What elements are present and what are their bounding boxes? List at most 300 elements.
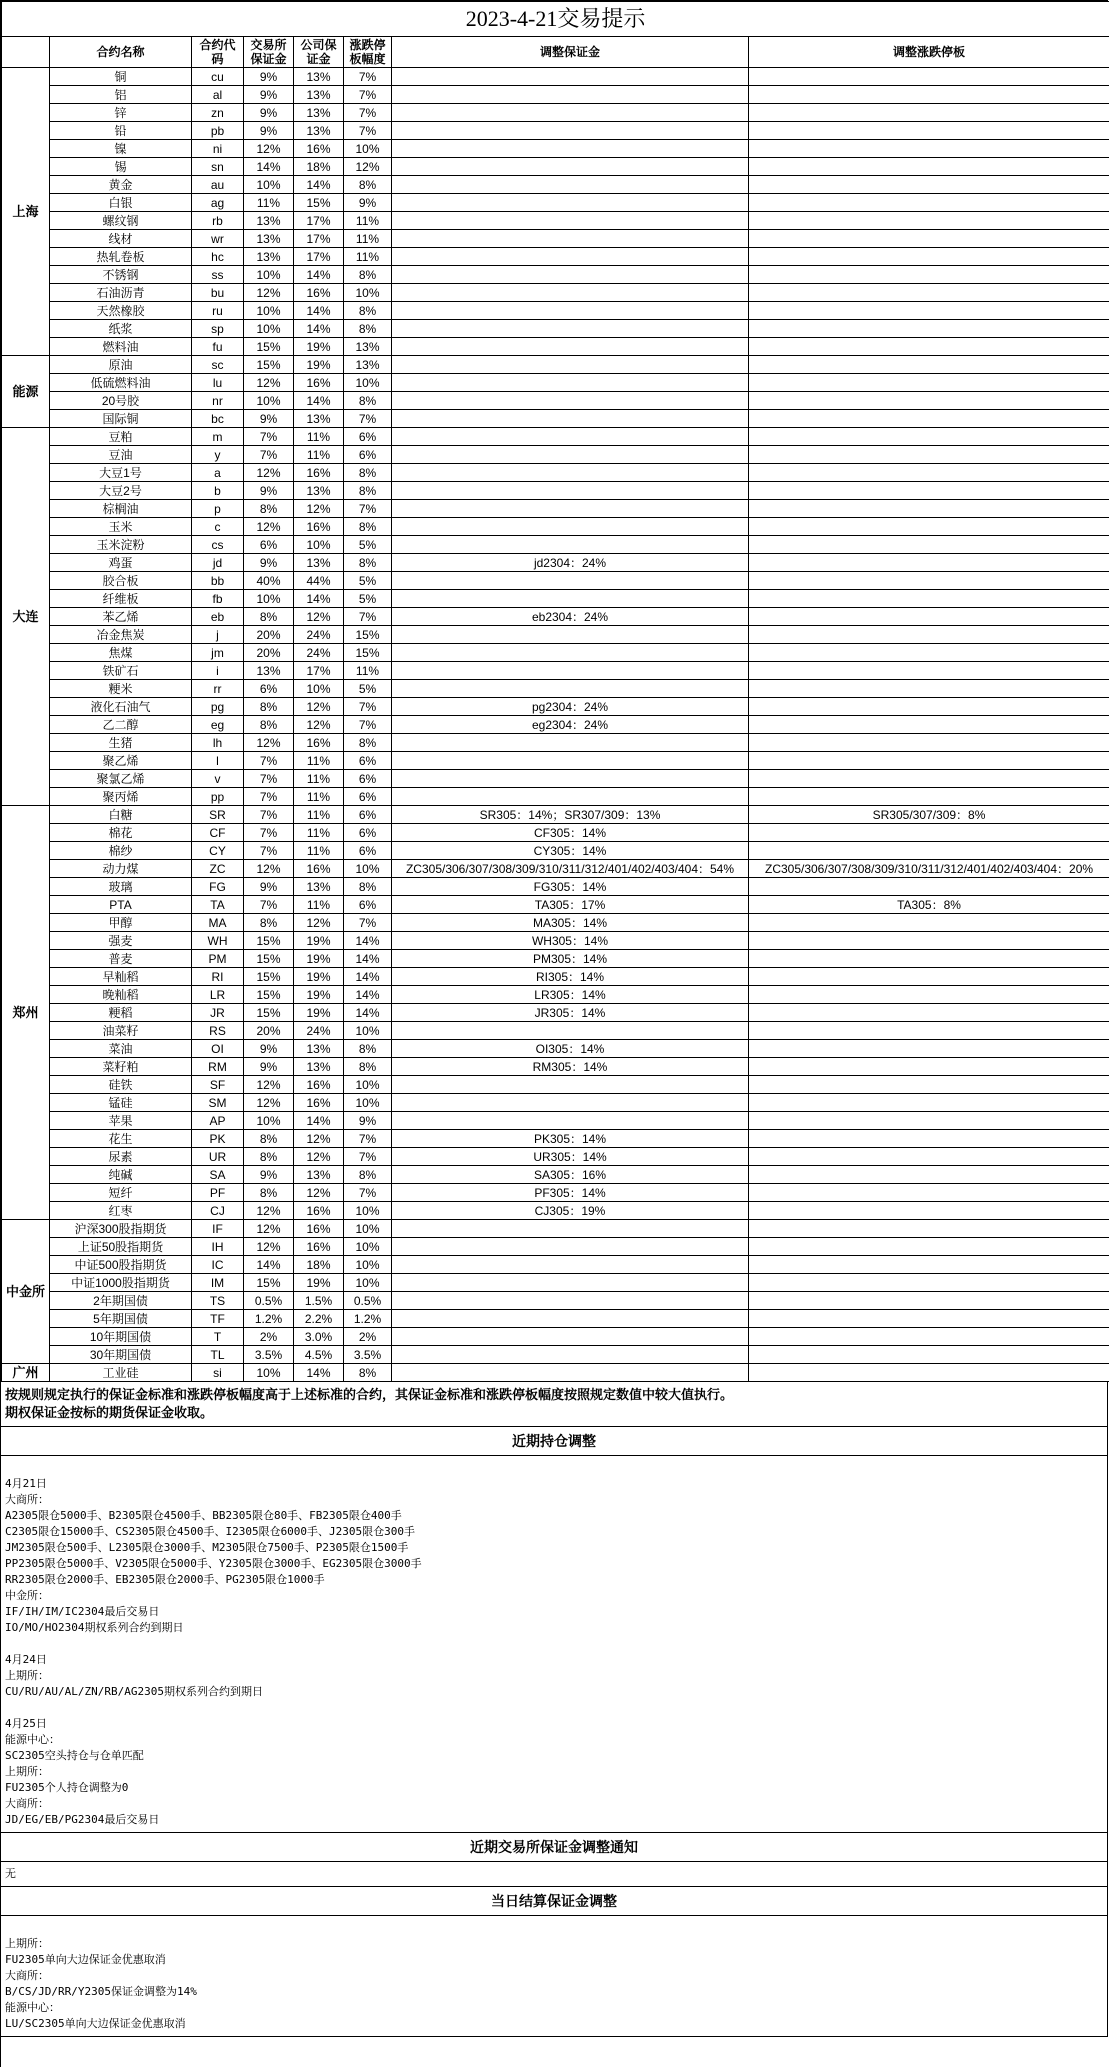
exchange-margin-cell: 12% (244, 518, 294, 536)
adjust-margin-cell (392, 1220, 749, 1238)
table-row (2, 752, 1109, 770)
table-row (2, 1310, 1109, 1328)
table-row (2, 554, 1109, 572)
table-row (2, 338, 1109, 356)
adjust-limit-cell (749, 752, 1109, 770)
table-row (2, 1148, 1109, 1166)
price-limit-cell: 8% (344, 734, 392, 752)
price-limit-cell: 15% (344, 644, 392, 662)
adjust-margin-cell: TA305：17% (392, 896, 749, 914)
contract-name-cell: 不锈钢 (50, 266, 192, 284)
contract-name-cell: 纯碱 (50, 1166, 192, 1184)
contract-name-cell: 粳稻 (50, 1004, 192, 1022)
table-row (2, 176, 1109, 194)
contract-name-cell: 原油 (50, 356, 192, 374)
company-margin-cell: 19% (294, 950, 344, 968)
table-row (2, 1364, 1109, 1382)
contract-code-cell: TS (192, 1292, 244, 1310)
adjust-margin-cell: pg2304：24% (392, 698, 749, 716)
adjust-limit-cell: TA305：8% (749, 896, 1109, 914)
contract-code-cell: wr (192, 230, 244, 248)
contract-name-cell: 玉米 (50, 518, 192, 536)
adjust-limit-cell (749, 248, 1109, 266)
contract-code-cell: pp (192, 788, 244, 806)
contract-name-cell: 尿素 (50, 1148, 192, 1166)
table-row (2, 986, 1109, 1004)
table-row (2, 302, 1109, 320)
exchange-margin-cell: 15% (244, 1274, 294, 1292)
adjust-limit-cell (749, 932, 1109, 950)
table-row (2, 680, 1109, 698)
contract-code-cell: UR (192, 1148, 244, 1166)
adjust-margin-cell: WH305：14% (392, 932, 749, 950)
contract-code-cell: TL (192, 1346, 244, 1364)
exchange-margin-cell: 13% (244, 212, 294, 230)
contract-name-cell: 菜籽粕 (50, 1058, 192, 1076)
contract-name-cell: 铝 (50, 86, 192, 104)
contract-code-cell: sc (192, 356, 244, 374)
adjust-limit-cell (749, 1238, 1109, 1256)
adjust-margin-cell (392, 518, 749, 536)
contract-name-cell: 上证50股指期货 (50, 1238, 192, 1256)
adjust-limit-cell (749, 1256, 1109, 1274)
text-line (5, 1920, 1103, 1936)
text-line: JD/EG/EB/PG2304最后交易日 (5, 1813, 160, 1826)
table-row (2, 932, 1109, 950)
exchange-margin-cell: 10% (244, 302, 294, 320)
contract-code-cell: SA (192, 1166, 244, 1184)
table-row (2, 878, 1109, 896)
contract-name-cell: 铁矿石 (50, 662, 192, 680)
contract-name-cell: 热轧卷板 (50, 248, 192, 266)
company-margin-cell: 16% (294, 1076, 344, 1094)
contract-name-cell: 大豆2号 (50, 482, 192, 500)
table-row (2, 266, 1109, 284)
company-margin-cell: 13% (294, 482, 344, 500)
adjust-limit-cell (749, 392, 1109, 410)
price-limit-cell: 10% (344, 1022, 392, 1040)
exchange-margin-cell: 10% (244, 266, 294, 284)
company-margin-cell: 12% (294, 698, 344, 716)
contract-code-cell: p (192, 500, 244, 518)
adjust-limit-cell (749, 662, 1109, 680)
company-margin-cell: 16% (294, 1238, 344, 1256)
table-row (2, 410, 1109, 428)
text-line (5, 1636, 1103, 1652)
adjust-margin-cell: RI305：14% (392, 968, 749, 986)
price-limit-cell: 6% (344, 752, 392, 770)
adjust-margin-cell (392, 1328, 749, 1346)
exchange-margin-cell: 12% (244, 1094, 294, 1112)
adjust-limit-cell (749, 950, 1109, 968)
contract-code-cell: jm (192, 644, 244, 662)
price-limit-cell: 7% (344, 68, 392, 86)
company-margin-cell: 16% (294, 1202, 344, 1220)
exchange-margin-cell: 8% (244, 1130, 294, 1148)
table-row (2, 950, 1109, 968)
table-row (2, 194, 1109, 212)
table-row (2, 248, 1109, 266)
company-margin-cell: 15% (294, 194, 344, 212)
price-limit-cell: 14% (344, 932, 392, 950)
adjust-margin-cell: ZC305/306/307/308/309/310/311/312/401/402/403/404：54% (392, 860, 749, 878)
table-row (2, 806, 1109, 824)
adjust-limit-cell (749, 1130, 1109, 1148)
adjust-margin-cell (392, 428, 749, 446)
company-margin-cell: 14% (294, 1364, 344, 1382)
price-limit-cell: 8% (344, 302, 392, 320)
adjust-margin-cell (392, 770, 749, 788)
exchange-margin-cell: 9% (244, 1166, 294, 1184)
text-line: 4月25日 (5, 1717, 47, 1730)
price-limit-cell: 12% (344, 158, 392, 176)
table-row (2, 734, 1109, 752)
adjust-margin-cell (392, 1112, 749, 1130)
text-line: JM2305限仓500手、L2305限仓3000手、M2305限仓7500手、P2305限仓1500手 (5, 1541, 409, 1554)
text-line: 上期所： (5, 1937, 49, 1950)
company-margin-cell: 14% (294, 590, 344, 608)
adjust-limit-cell (749, 86, 1109, 104)
contract-code-cell: fb (192, 590, 244, 608)
price-limit-cell: 1.2% (344, 1310, 392, 1328)
price-limit-cell: 15% (344, 626, 392, 644)
contract-name-cell: 白银 (50, 194, 192, 212)
company-margin-cell: 13% (294, 1166, 344, 1184)
contract-code-cell: IC (192, 1256, 244, 1274)
company-margin-cell: 24% (294, 626, 344, 644)
exchange-margin-cell: 10% (244, 176, 294, 194)
adjust-limit-cell (749, 518, 1109, 536)
price-limit-cell: 3.5% (344, 1346, 392, 1364)
contract-name-cell: 生猪 (50, 734, 192, 752)
contract-code-cell: cs (192, 536, 244, 554)
contract-code-cell: RS (192, 1022, 244, 1040)
company-margin-cell: 16% (294, 1220, 344, 1238)
exchange-margin-cell: 1.2% (244, 1310, 294, 1328)
price-limit-cell: 10% (344, 284, 392, 302)
company-margin-cell: 16% (294, 860, 344, 878)
text-line: 能源中心： (5, 2001, 60, 2014)
table-row (2, 356, 1109, 374)
table-row (2, 1238, 1109, 1256)
table-row (2, 518, 1109, 536)
text-line: A2305限仓5000手、B2305限仓4500手、BB2305限仓80手、FB2305限仓400手 (5, 1509, 402, 1522)
table-row (2, 1040, 1109, 1058)
price-limit-cell: 7% (344, 104, 392, 122)
adjust-limit-cell (749, 1166, 1109, 1184)
settlement-margin-body (1, 1916, 1108, 2037)
table-row (2, 1202, 1109, 1220)
contract-code-cell: sp (192, 320, 244, 338)
exchange-margin-cell: 9% (244, 1058, 294, 1076)
contract-code-cell: eg (192, 716, 244, 734)
company-margin-cell: 13% (294, 86, 344, 104)
contract-code-cell: rb (192, 212, 244, 230)
exchange-margin-cell: 7% (244, 428, 294, 446)
price-limit-cell: 6% (344, 770, 392, 788)
company-margin-cell: 13% (294, 878, 344, 896)
table-row (2, 446, 1109, 464)
adjust-margin-cell: JR305：14% (392, 1004, 749, 1022)
contract-code-cell: MA (192, 914, 244, 932)
company-margin-cell: 13% (294, 68, 344, 86)
contract-code-cell: pg (192, 698, 244, 716)
adjust-limit-cell (749, 68, 1109, 86)
adjust-margin-cell: PM305：14% (392, 950, 749, 968)
exchange-margin-cell: 10% (244, 590, 294, 608)
adjust-margin-cell: CF305：14% (392, 824, 749, 842)
price-limit-cell: 10% (344, 1220, 392, 1238)
price-limit-cell: 7% (344, 1184, 392, 1202)
exchange-margin-cell: 20% (244, 626, 294, 644)
price-limit-cell: 8% (344, 1058, 392, 1076)
adjust-limit-cell (749, 1040, 1109, 1058)
contract-name-cell: 黄金 (50, 176, 192, 194)
exchange-margin-cell: 7% (244, 824, 294, 842)
price-limit-cell: 6% (344, 842, 392, 860)
price-limit-cell: 10% (344, 1238, 392, 1256)
price-limit-cell: 10% (344, 1094, 392, 1112)
exchange-cell: 中金所 (2, 1220, 50, 1364)
exchange-margin-cell: 12% (244, 284, 294, 302)
contract-name-cell: 锰硅 (50, 1094, 192, 1112)
exchange-margin-cell: 7% (244, 446, 294, 464)
table-row (2, 428, 1109, 446)
adjust-margin-cell (392, 122, 749, 140)
contract-name-cell: 硅铁 (50, 1076, 192, 1094)
exchange-margin-cell: 7% (244, 842, 294, 860)
adjust-margin-cell (392, 1364, 749, 1382)
text-line: PP2305限仓5000手、V2305限仓5000手、Y2305限仓3000手、EG2305限仓3000手 (5, 1557, 422, 1570)
table-row (2, 968, 1109, 986)
adjust-limit-cell (749, 914, 1109, 932)
price-limit-cell: 10% (344, 140, 392, 158)
adjust-limit-cell (749, 1292, 1109, 1310)
contract-name-cell: 强麦 (50, 932, 192, 950)
contract-code-cell: IM (192, 1274, 244, 1292)
company-margin-cell: 17% (294, 248, 344, 266)
company-margin-cell: 13% (294, 554, 344, 572)
table-row (2, 770, 1109, 788)
adjust-limit-cell (749, 788, 1109, 806)
adjust-margin-cell: SA305：16% (392, 1166, 749, 1184)
exchange-margin-cell: 2% (244, 1328, 294, 1346)
contract-code-cell: ZC (192, 860, 244, 878)
price-limit-cell: 7% (344, 410, 392, 428)
header-exchange-margin: 交易所保证金 (244, 37, 294, 68)
contract-name-cell: 普麦 (50, 950, 192, 968)
price-limit-cell: 14% (344, 1004, 392, 1022)
text-line: 上期所： (5, 1765, 49, 1778)
company-margin-cell: 12% (294, 914, 344, 932)
adjust-limit-cell (749, 554, 1109, 572)
contract-code-cell: zn (192, 104, 244, 122)
contract-name-cell: 螺纹钢 (50, 212, 192, 230)
adjust-limit-cell (749, 338, 1109, 356)
company-margin-cell: 4.5% (294, 1346, 344, 1364)
company-margin-cell: 12% (294, 1184, 344, 1202)
adjust-limit-cell (749, 572, 1109, 590)
contract-code-cell: jd (192, 554, 244, 572)
contract-code-cell: pb (192, 122, 244, 140)
company-margin-cell: 13% (294, 1058, 344, 1076)
text-line: C2305限仓15000手、CS2305限仓4500手、I2305限仓6000手、J2305限仓300手 (5, 1525, 416, 1538)
header-company-margin: 公司保证金 (294, 37, 344, 68)
price-limit-cell: 14% (344, 986, 392, 1004)
table-row (2, 788, 1109, 806)
exchange-margin-cell: 7% (244, 752, 294, 770)
contract-name-cell: 胶合板 (50, 572, 192, 590)
company-margin-cell: 12% (294, 716, 344, 734)
adjust-margin-cell: CY305：14% (392, 842, 749, 860)
contract-code-cell: LR (192, 986, 244, 1004)
contract-code-cell: sn (192, 158, 244, 176)
company-margin-cell: 19% (294, 356, 344, 374)
contract-code-cell: SM (192, 1094, 244, 1112)
exchange-margin-cell: 9% (244, 482, 294, 500)
adjust-limit-cell (749, 1328, 1109, 1346)
header-contract-code: 合约代码 (192, 37, 244, 68)
adjust-margin-cell: CJ305：19% (392, 1202, 749, 1220)
adjust-margin-cell (392, 500, 749, 518)
price-limit-cell: 8% (344, 464, 392, 482)
exchange-margin-cell: 10% (244, 320, 294, 338)
price-limit-cell: 5% (344, 590, 392, 608)
adjust-limit-cell (749, 1112, 1109, 1130)
price-limit-cell: 10% (344, 1202, 392, 1220)
price-limit-cell: 8% (344, 1364, 392, 1382)
adjust-margin-cell (392, 536, 749, 554)
exchange-margin-cell: 14% (244, 158, 294, 176)
contract-code-cell: bb (192, 572, 244, 590)
contract-code-cell: PK (192, 1130, 244, 1148)
table-row (2, 608, 1109, 626)
table-row (2, 572, 1109, 590)
adjust-margin-cell (392, 662, 749, 680)
price-limit-cell: 8% (344, 482, 392, 500)
contract-code-cell: RI (192, 968, 244, 986)
price-limit-cell: 13% (344, 356, 392, 374)
contract-name-cell: 2年期国债 (50, 1292, 192, 1310)
contract-name-cell: 早籼稻 (50, 968, 192, 986)
exchange-margin-cell: 15% (244, 356, 294, 374)
adjust-limit-cell (749, 482, 1109, 500)
contract-code-cell: TF (192, 1310, 244, 1328)
contract-name-cell: PTA (50, 896, 192, 914)
adjust-margin-cell (392, 356, 749, 374)
adjust-limit-cell (749, 644, 1109, 662)
adjust-margin-cell (392, 734, 749, 752)
price-limit-cell: 10% (344, 374, 392, 392)
table-row (2, 1094, 1109, 1112)
contract-code-cell: a (192, 464, 244, 482)
price-limit-cell: 9% (344, 1112, 392, 1130)
exchange-margin-cell: 11% (244, 194, 294, 212)
adjust-limit-cell (749, 1022, 1109, 1040)
table-row (2, 698, 1109, 716)
adjust-limit-cell (749, 176, 1109, 194)
adjust-margin-cell (392, 266, 749, 284)
contract-code-cell: ss (192, 266, 244, 284)
company-margin-cell: 13% (294, 122, 344, 140)
contract-name-cell: 豆粕 (50, 428, 192, 446)
adjust-margin-cell (392, 194, 749, 212)
price-limit-cell: 14% (344, 968, 392, 986)
contract-code-cell: CF (192, 824, 244, 842)
price-limit-cell: 5% (344, 680, 392, 698)
contract-name-cell: 国际铜 (50, 410, 192, 428)
adjust-margin-cell: eg2304：24% (392, 716, 749, 734)
contract-code-cell: ni (192, 140, 244, 158)
exchange-margin-cell: 7% (244, 896, 294, 914)
price-limit-cell: 11% (344, 230, 392, 248)
price-limit-cell: 8% (344, 878, 392, 896)
price-limit-cell: 8% (344, 176, 392, 194)
adjust-margin-cell: UR305：14% (392, 1148, 749, 1166)
exchange-cell: 郑州 (2, 806, 50, 1220)
adjust-limit-cell (749, 1310, 1109, 1328)
contract-code-cell: AP (192, 1112, 244, 1130)
company-margin-cell: 2.2% (294, 1310, 344, 1328)
contract-code-cell: WH (192, 932, 244, 950)
adjust-limit-cell (749, 122, 1109, 140)
adjust-limit-cell (749, 374, 1109, 392)
adjust-limit-cell (749, 1076, 1109, 1094)
company-margin-cell: 19% (294, 1004, 344, 1022)
exchange-margin-cell: 7% (244, 770, 294, 788)
adjust-margin-cell: FG305：14% (392, 878, 749, 896)
company-margin-cell: 14% (294, 320, 344, 338)
table-row (2, 1220, 1109, 1238)
text-line: IO/MO/HO2304期权系列合约到期日 (5, 1621, 184, 1634)
table-row (2, 86, 1109, 104)
company-margin-cell: 17% (294, 212, 344, 230)
exchange-margin-cell: 13% (244, 662, 294, 680)
adjust-limit-cell (749, 428, 1109, 446)
margin-table (1, 1, 1109, 1382)
price-limit-cell: 6% (344, 896, 392, 914)
adjust-margin-cell (392, 68, 749, 86)
contract-name-cell: 白糖 (50, 806, 192, 824)
contract-name-cell: 花生 (50, 1130, 192, 1148)
price-limit-cell: 8% (344, 320, 392, 338)
contract-code-cell: fu (192, 338, 244, 356)
text-line: 大商所： (5, 1969, 49, 1982)
text-line (5, 1460, 1103, 1476)
contract-code-cell: SF (192, 1076, 244, 1094)
exchange-margin-cell: 7% (244, 806, 294, 824)
price-limit-cell: 10% (344, 1256, 392, 1274)
text-line: 4月24日 (5, 1653, 47, 1666)
adjust-limit-cell (749, 1058, 1109, 1076)
exchange-margin-cell: 13% (244, 230, 294, 248)
company-margin-cell: 19% (294, 1274, 344, 1292)
exchange-margin-cell: 12% (244, 374, 294, 392)
adjust-margin-cell (392, 374, 749, 392)
contract-name-cell: 工业硅 (50, 1364, 192, 1382)
adjust-limit-cell (749, 698, 1109, 716)
price-limit-cell: 7% (344, 914, 392, 932)
adjust-margin-cell: MA305：14% (392, 914, 749, 932)
adjust-margin-cell: eb2304：24% (392, 608, 749, 626)
contract-code-cell: nr (192, 392, 244, 410)
price-limit-cell: 10% (344, 1076, 392, 1094)
table-row (2, 896, 1109, 914)
exchange-cell: 广州 (2, 1364, 50, 1382)
contract-name-cell: 低硫燃料油 (50, 374, 192, 392)
contract-name-cell: 纸浆 (50, 320, 192, 338)
exchange-margin-cell: 8% (244, 914, 294, 932)
